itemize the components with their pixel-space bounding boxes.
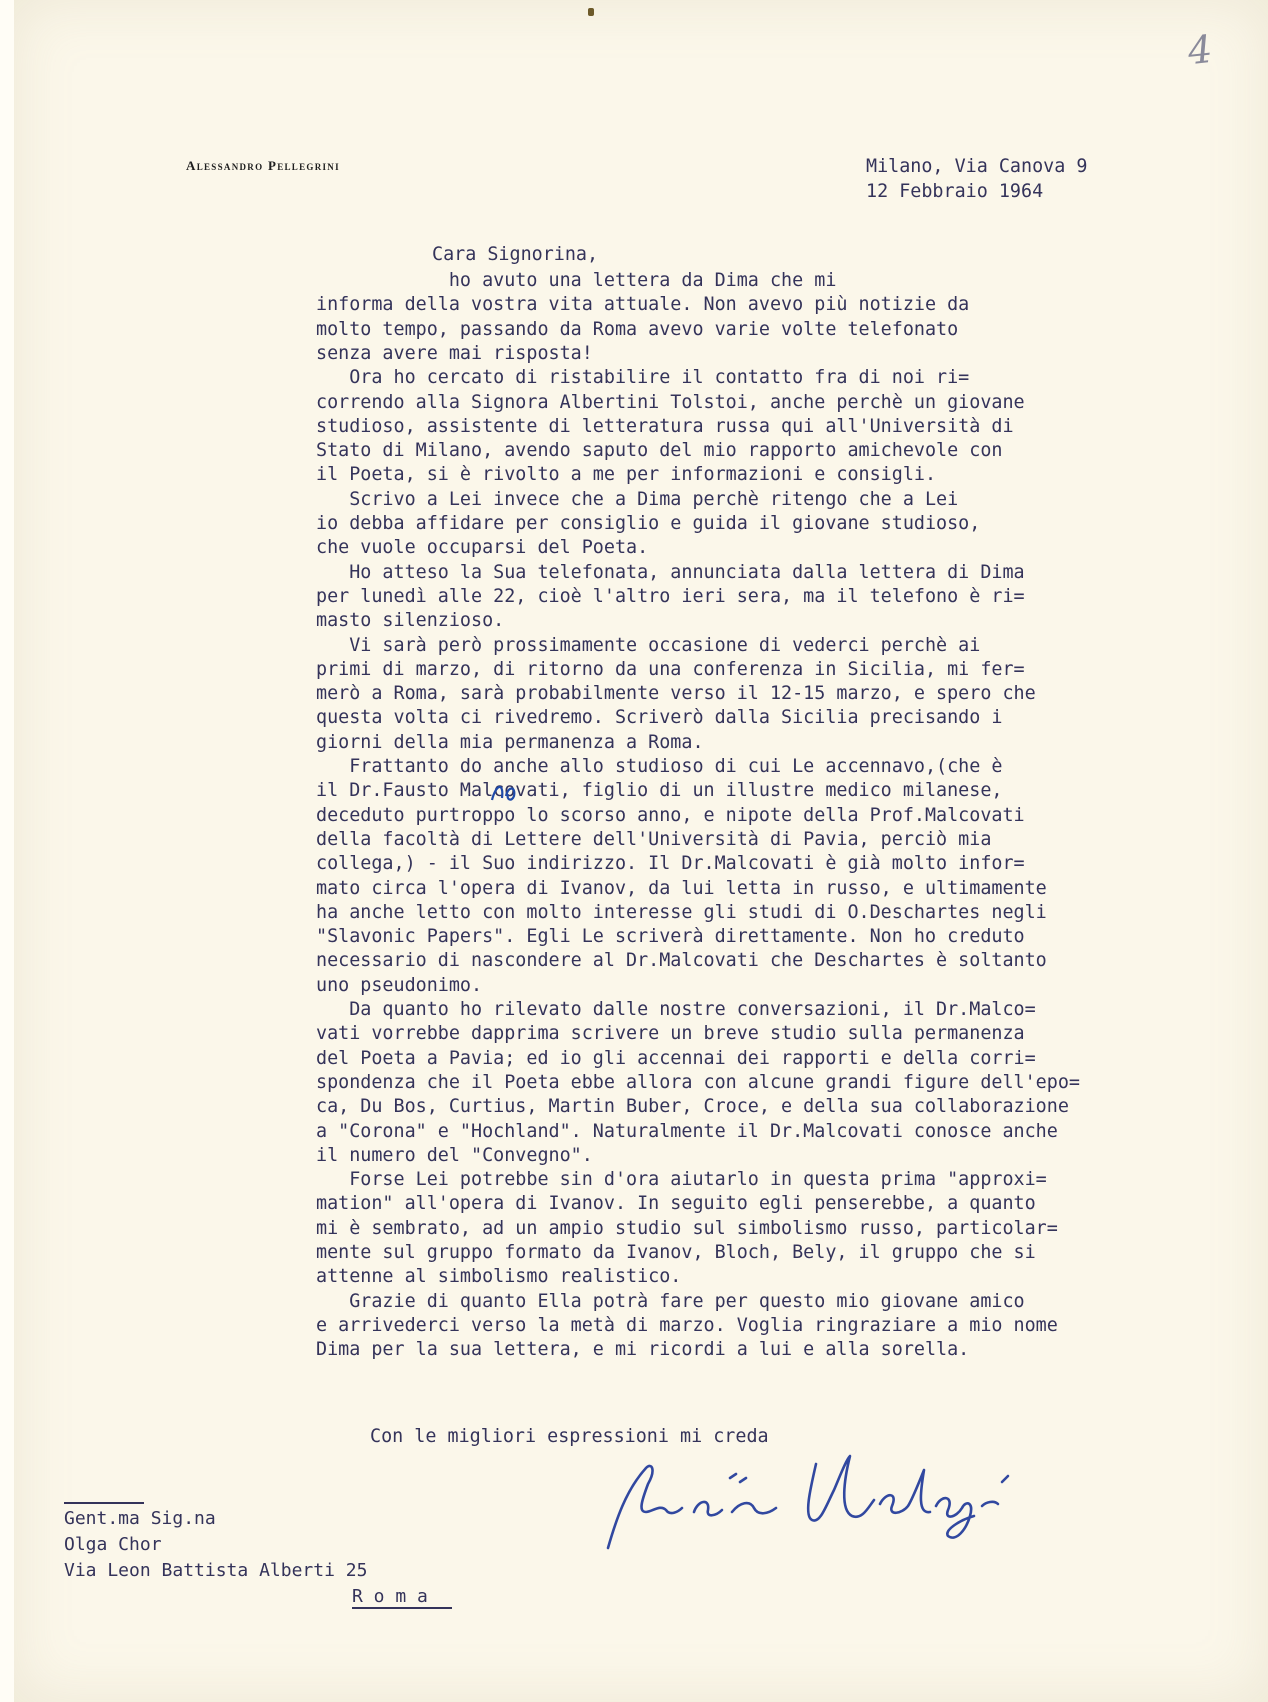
letter-line: della facoltà di Lettere dell'Università di Pavia, perciò mia xyxy=(316,828,992,850)
letter-line: vati vorrebbe dapprima scrivere un breve studio sulla permanenza xyxy=(316,1023,1025,1045)
letterhead: Alessandro Pellegrini xyxy=(186,158,340,173)
letter-line: mente sul gruppo formato da Ivanov, Bloch, Bely, il gruppo che si xyxy=(316,1242,1036,1263)
letter-line: questa volta ci rivedremo. Scriverò dalla Sicilia precisando i xyxy=(316,707,1003,729)
closing-line: Con le migliori espressioni mi creda xyxy=(370,1426,769,1447)
letter-line: Ho atteso la Sua telefonata, annunciata dalla lettera di Dima xyxy=(316,561,1025,583)
city-underline xyxy=(352,1607,452,1609)
letter-line: mi è sembrato, ad un ampio studio sul simbolismo russo, particolar= xyxy=(316,1217,1058,1239)
letter-line: senza avere mai risposta! xyxy=(316,342,593,364)
letter-line: giorni della mia permanenza a Roma. xyxy=(316,731,704,753)
letter-line: Scrivo a Lei invece che a Dima perchè ritengo che a Lei xyxy=(316,488,959,510)
letter-line: primi di marzo, di ritorno da una conferenza in Sicilia, mi fer= xyxy=(316,658,1025,680)
letter-line: che vuole occuparsi del Poeta. xyxy=(316,537,649,559)
letter-line: Grazie di quanto Ella potrà fare per questo mio giovane amico xyxy=(316,1290,1025,1312)
letter-line: Frattanto do anche allo studioso di cui Le accennavo,(che è xyxy=(316,756,1003,777)
letter-line: il numero del "Convegno". xyxy=(316,1144,593,1166)
letter-line: Vi sarà però prossimamente occasione di vederci perchè ai xyxy=(316,634,981,656)
letter-line: ho avuto una lettera da Dima che mi xyxy=(316,270,837,291)
letter-line: del Poeta a Pavia; ed io gli accennai dei rapporti e della corri= xyxy=(316,1047,1036,1069)
letter-line: mation" all'opera di Ivanov. In seguito egli penserebbe, a quanto xyxy=(316,1193,1036,1215)
address-line-2: Olga Chor xyxy=(64,1534,162,1555)
letter-line: a "Corona" e "Hochland". Naturalmente il Dr.Malcovati conosce anche xyxy=(316,1120,1058,1142)
place-line: Milano, Via Canova 9 xyxy=(866,156,1088,177)
letter-line: Ora ho cercato di ristabilire il contatto fra di noi ri= xyxy=(316,367,970,389)
letter-line: per lunedì alle 22, cioè l'altro ieri sera, ma il telefono è ri= xyxy=(316,585,1025,607)
letter-line: Da quanto ho rilevato dalle nostre conversazioni, il Dr.Malco= xyxy=(316,999,1036,1020)
address-line-3: Via Leon Battista Alberti 25 xyxy=(64,1560,368,1581)
letter-line: "Slavonic Papers". Egli Le scriverà direttamente. Non ho creduto xyxy=(316,926,1025,948)
letter-line: Stato di Milano, avendo saputo del mio rapporto amichevole con xyxy=(316,440,1003,462)
letter-line: attenne al simbolismo realistico. xyxy=(316,1266,682,1288)
letter-line: ha anche letto con molto interesse gli studi di O.Deschartes negli xyxy=(316,901,1047,923)
letter-line: molto tempo, passando da Roma avevo varie volte telefonato xyxy=(316,318,959,340)
letter-line: uno pseudonimo. xyxy=(316,974,483,996)
date-line: 12 Febbraio 1964 xyxy=(866,181,1044,202)
letter-line: Dima per la sua lettera, e mi ricordi a lui e alla sorella. xyxy=(316,1339,970,1361)
letter-line: informa della vostra vita attuale. Non avevo più notizie da xyxy=(316,294,970,316)
address-line-1: Gent.ma Sig.na xyxy=(64,1508,216,1529)
letter-line: io debba affidare per consiglio e guida il giovane studioso, xyxy=(316,513,981,534)
letter-line: deceduto purtroppo lo scorso anno, e nipote della Prof.Malcovati xyxy=(316,804,1025,826)
signature xyxy=(590,1420,1090,1560)
letter-line: il Dr.Fausto Malcovati, figlio di un illustre medico milanese, xyxy=(316,780,1003,802)
address-city: R o m a xyxy=(352,1586,428,1607)
pin-mark xyxy=(588,8,594,16)
letter-line: Forse Lei potrebbe sin d'ora aiutarlo in questa prima "approxi= xyxy=(316,1169,1047,1191)
letter-line: necessario di nascondere al Dr.Malcovati che Deschartes è soltanto xyxy=(316,950,1047,972)
page-number: 4 xyxy=(1185,26,1215,74)
letter-line: spondenza che il Poeta ebbe allora con alcune grandi figure dell'epo= xyxy=(316,1071,1080,1093)
address-rule xyxy=(64,1502,144,1504)
letter-line: mato circa l'opera di Ivanov, da lui letta in russo, e ultimamente xyxy=(316,877,1047,899)
letter-line: masto silenzioso. xyxy=(316,610,505,632)
letter-line: e arrivederci verso la metà di marzo. Voglia ringraziare a mio nome xyxy=(316,1314,1058,1336)
letter-line: correndo alla Signora Albertini Tolstoi, anche perchè un giovane xyxy=(316,391,1025,413)
letter-line: il Poeta, si è rivolto a me per informazioni e consigli. xyxy=(316,464,937,486)
salutation: Cara Signorina, xyxy=(432,244,599,265)
letter-line: merò a Roma, sarà probabilmente verso il 12-15 marzo, e spero che xyxy=(316,683,1036,705)
letter-line: studioso, assistente di letteratura russa qui all'Università di xyxy=(316,415,1014,437)
letter-line: collega,) - il Suo indirizzo. Il Dr.Malcovati è già molto infor= xyxy=(316,853,1025,875)
letter-line: ca, Du Bos, Curtius, Martin Buber, Croce, e della sua collaborazione xyxy=(316,1096,1069,1118)
handwritten-correction-mark xyxy=(486,776,526,806)
